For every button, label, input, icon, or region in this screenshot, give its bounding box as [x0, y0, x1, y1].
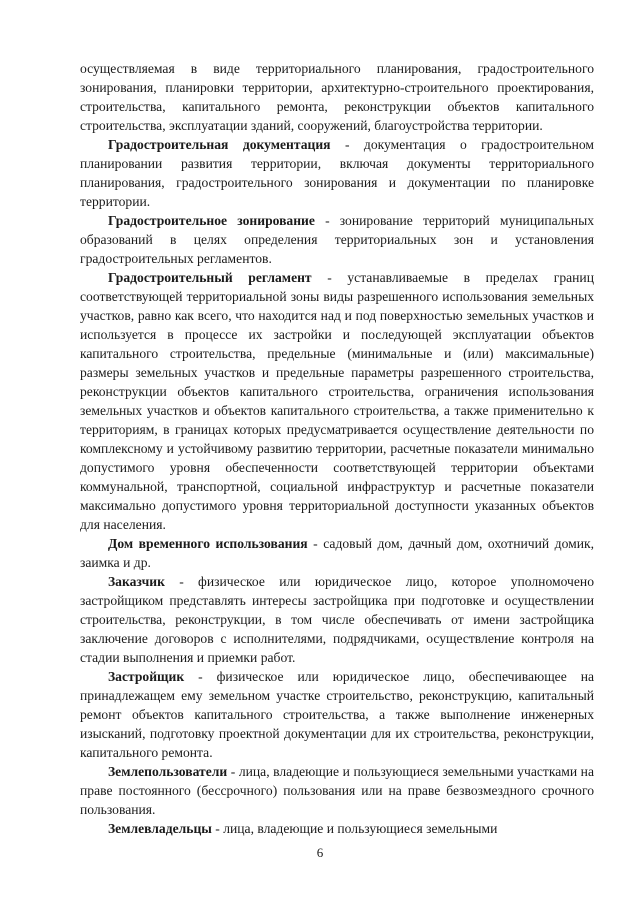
definition-term: Землевладельцы — [108, 821, 212, 836]
definition-term: Градостроительный регламент — [108, 270, 312, 285]
definition-text: - зонирование территорий муниципальных образований в целях определения территориальных зон и установления градостроительных регламентов. — [80, 213, 594, 266]
definition-paragraph — [80, 667, 594, 762]
definition-paragraph — [80, 819, 594, 838]
definition-paragraph — [80, 135, 594, 211]
definition-text: - физическое или юридическое лицо, обеспечивающее на принадлежащем ему земельном участке строительство, реконструкцию, капитальный ремонт объектов капитального строительства, а также выполнение инженерных изысканий, подготовку проектной документации для их строительства, реконструкции, капитального ремонта. — [80, 669, 594, 760]
page-number: 6 — [316, 845, 324, 860]
definition-text: - лица, владеющие и пользующиеся земельными — [211, 821, 498, 836]
definition-term: Дом временного использования — [108, 536, 308, 551]
definition-term: Градостроительная документация — [108, 137, 331, 152]
paragraph-continuation — [80, 59, 594, 135]
definition-text: - устанавливаемые в пределах границ соответствующей территориальной зоны виды разрешенного использования земельных участков, равно как всего, что находится над и под поверхностью земельных участков и используется в процессе их застройки и последующей эксплуатации объектов капитального строительства, предельные (минимальные и (или) максимальные) размеры земельных участков и предельные параметры разрешенного строительства, реконструкции объектов капитального строительства, ограничения использования земельных участков и объектов капитального строительства, а также применительно к территориям, в границах которых предусматривается осуществление деятельности по комплексному и устойчивому развитию территории, расчетные показатели минимально допустимого уровня обеспеченности соответствующей территории объектами коммунальной, транспортной, социальной инфраструктур и расчетные показатели максимально допустимого уровня территориальной доступности указанных объектов для населения. — [80, 270, 594, 532]
definition-term: Землепользователи — [108, 764, 228, 779]
definition-paragraph — [80, 572, 594, 667]
definition-text: - садовый дом, дачный дом, охотничий домик, заимка и др. — [80, 536, 594, 570]
definition-paragraph — [80, 762, 594, 819]
document-page — [80, 59, 594, 838]
definition-term: Застройщик — [108, 669, 185, 684]
definition-paragraph — [80, 534, 594, 572]
definition-text: - физическое или юридическое лицо, которое уполномочено застройщиком представлять интересы застройщика при подготовке и осуществлении строительства, реконструкции, в том числе обеспечивать от имени застройщика заключение договоров с исполнителями, подрядчиками, осуществление контроля на стадии выполнения и приемки работ. — [80, 574, 594, 665]
definition-text: - документация о градостроительном планировании развития территории, включая документы территориального планирования, градостроительного зонирования и документации по планировке территории. — [80, 137, 594, 209]
paragraph-text: осуществляемая в виде территориального планирования, градостроительного зонирования, планировки территории, архитектурно-строительного проектирования, строительства, капитального ремонта, реконструкции объектов капитального строительства, эксплуатации зданий, сооружений, благоустройства территории. — [80, 61, 594, 133]
definition-text: - лица, владеющие и пользующиеся земельными участками на праве постоянного (бессрочного) пользования или на праве безвозмездного срочного пользования. — [80, 764, 594, 817]
definition-term: Заказчик — [108, 574, 165, 589]
definition-paragraph — [80, 268, 594, 534]
definition-paragraph — [80, 211, 594, 268]
definition-term: Градостроительное зонирование — [108, 213, 315, 228]
